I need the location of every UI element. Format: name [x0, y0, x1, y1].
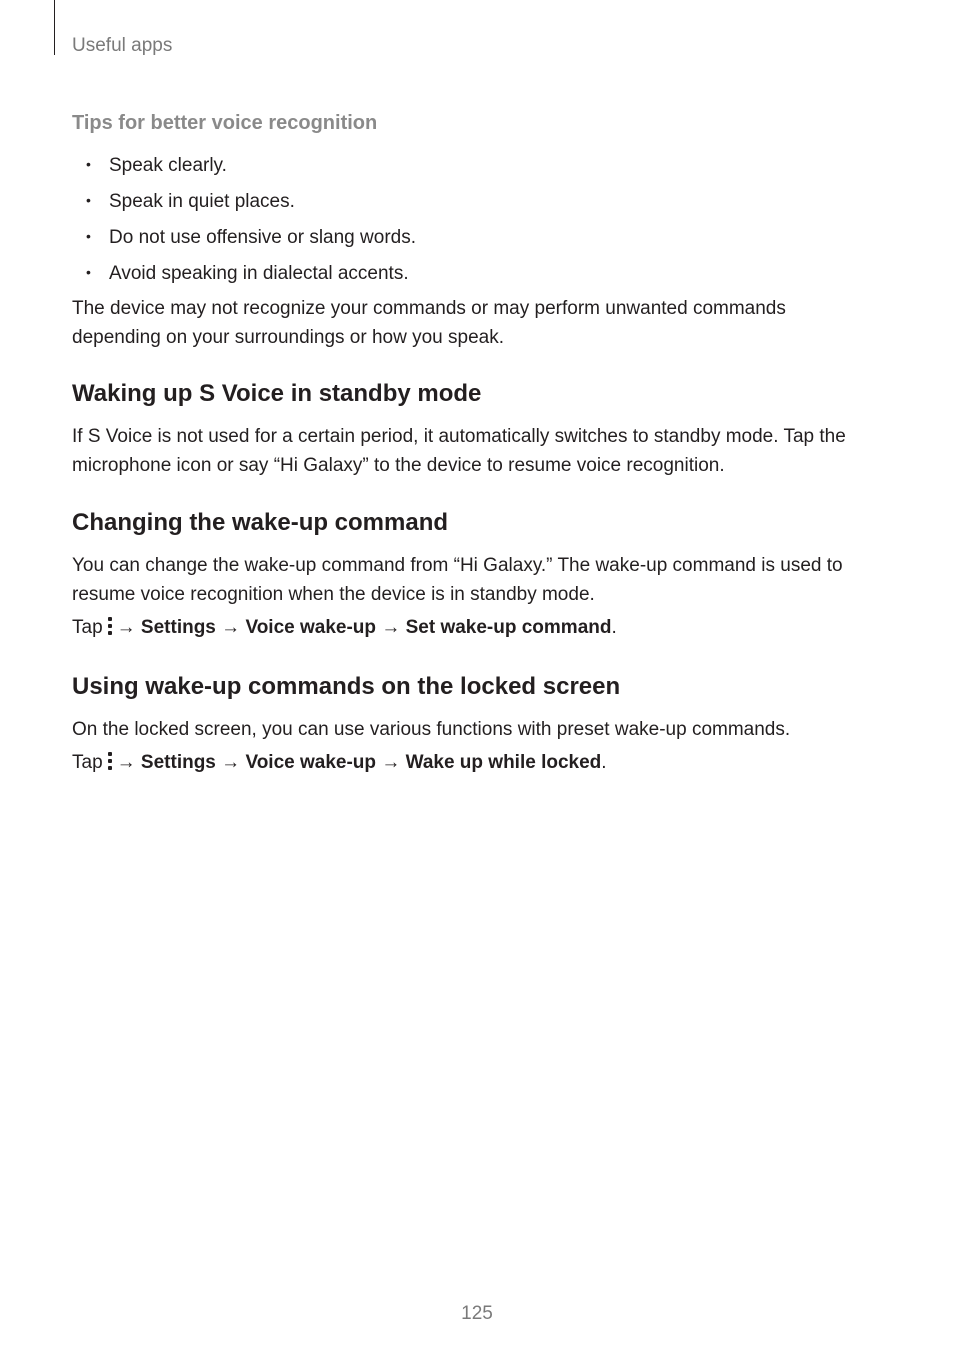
arrow: → — [116, 617, 136, 638]
list-item — [86, 155, 227, 177]
tips-note — [72, 294, 872, 352]
list-item-text: Speak in quiet places. — [109, 191, 295, 212]
step-settings: Settings — [140, 617, 216, 638]
standby-paragraph — [72, 422, 872, 480]
locked-instruction — [72, 752, 607, 774]
bullet-dot: • — [86, 156, 91, 172]
list-item-text: Do not use offensive or slang words. — [109, 227, 416, 248]
step-voice-wake-up: Voice wake-up — [245, 617, 377, 638]
bullet-dot: • — [86, 192, 91, 208]
more-options-icon — [107, 617, 113, 635]
tap-prefix: Tap — [72, 752, 103, 773]
step-voice-wake-up: Voice wake-up — [245, 752, 377, 773]
period: . — [611, 617, 617, 638]
list-item — [86, 227, 416, 249]
locked-line: On the locked screen, you can use various functions with preset wake-up commands. — [72, 719, 791, 740]
tips-note-line: The device may not recognize your commands or may perform unwanted commands — [72, 298, 786, 319]
change-line: You can change the wake-up command from “Hi Galaxy.” The wake-up command is used to — [72, 555, 843, 576]
arrow: → — [221, 752, 241, 773]
arrow: → — [221, 617, 241, 638]
tips-note-line: depending on your surroundings or how you speak. — [72, 327, 505, 348]
change-paragraph — [72, 551, 872, 609]
bullet-dot: • — [86, 264, 91, 280]
header-rule — [54, 0, 55, 55]
change-heading: Changing the wake-up command — [72, 509, 449, 536]
list-item — [86, 263, 409, 285]
locked-paragraph — [72, 715, 872, 744]
tips-heading: Tips for better voice recognition — [72, 112, 378, 134]
step-set-wake-up-command: Set wake-up command — [405, 617, 612, 638]
page-number: 125 — [461, 1303, 493, 1324]
step-wake-up-while-locked: Wake up while locked — [405, 752, 602, 773]
step-settings: Settings — [140, 752, 216, 773]
list-item-text: Speak clearly. — [109, 155, 227, 176]
list-item-text: Avoid speaking in dialectal accents. — [109, 263, 409, 284]
tap-prefix: Tap — [72, 617, 103, 638]
change-instruction — [72, 617, 617, 639]
locked-heading: Using wake-up commands on the locked screen — [72, 673, 621, 700]
arrow: → — [381, 617, 401, 638]
standby-heading: Waking up S Voice in standby mode — [72, 380, 482, 407]
standby-line: microphone icon or say “Hi Galaxy” to the device to resume voice recognition. — [72, 455, 725, 476]
bullet-dot: • — [86, 228, 91, 244]
standby-line: If S Voice is not used for a certain period, it automatically switches to standby mode. Tap the — [72, 426, 846, 447]
running-header: Useful apps — [72, 35, 173, 56]
list-item — [86, 191, 295, 213]
change-line: resume voice recognition when the device is in standby mode. — [72, 584, 595, 605]
more-options-icon — [107, 752, 113, 770]
arrow: → — [116, 752, 136, 773]
arrow: → — [381, 752, 401, 773]
period: . — [601, 752, 607, 773]
